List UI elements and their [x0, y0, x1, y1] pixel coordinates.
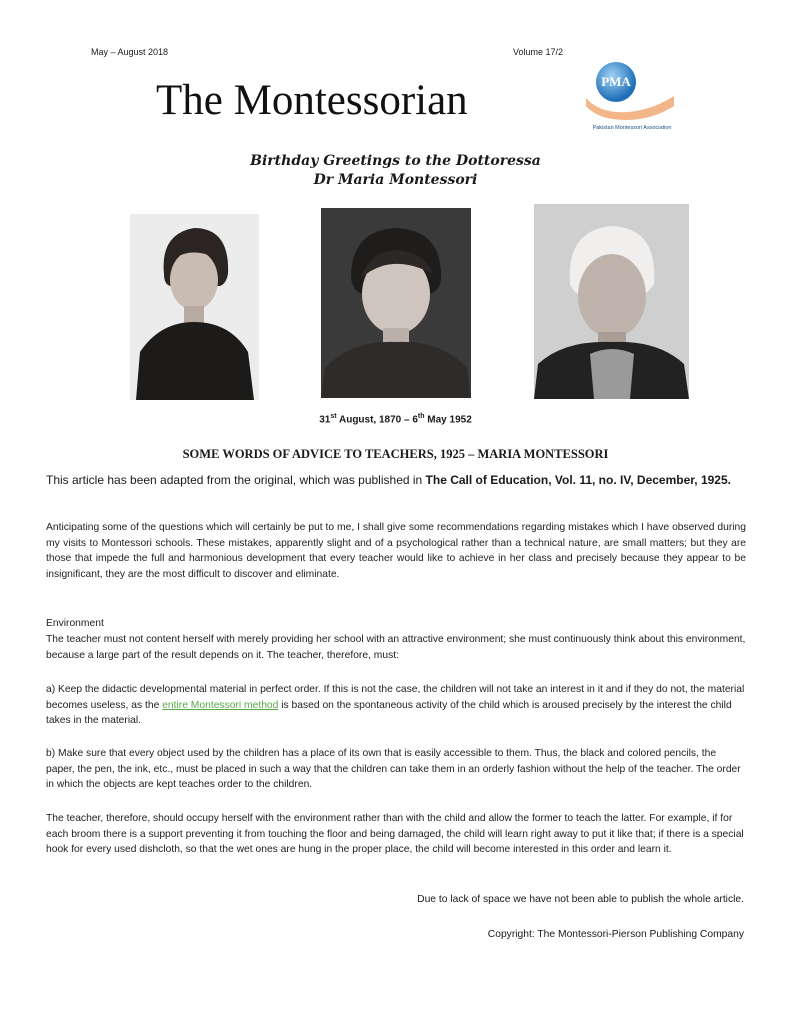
article-heading: SOME WORDS OF ADVICE TO TEACHERS, 1925 – MARIA MONTESSORI: [182, 447, 609, 461]
article-intro: This article has been adapted from the original, which was published in The Call of Education, Vol. 11, no. IV, December, 1925.: [46, 473, 731, 487]
masthead-title: The Montessorian: [156, 77, 468, 124]
logo-initials: PMA: [601, 74, 631, 89]
paragraph-1: Anticipating some of the questions which will certainly be put to me, I shall give some recommendations regarding mistakes which I have observed during my visits to Montessori schools. These mistakes, apparently slight and of a psychological rather than a technical nature, are small matters; but they are those that impede the full and harmonious development that every teacher would like to achieve in her class and precisely because they appear to be insignificant, they are the most difficult to discover and eliminate.: [46, 522, 746, 580]
volume-label: Volume 17/2: [513, 47, 564, 57]
space-note: Due to lack of space we have not been able to publish the whole article.: [417, 894, 744, 905]
birth-death-dates: 31st August, 1870 – 6th May 1952: [319, 413, 472, 426]
hand-shape: [586, 96, 674, 120]
logo-caption: Pakistan Montessori Association: [592, 125, 672, 131]
environment-title: Environment: [46, 618, 104, 629]
issue-date: May – August 2018: [91, 47, 169, 57]
point-b: b) Make sure that every object used by the children has a place of its own that is easily accessible to them. Thus, the black and colored pencils, the paper, the pen, the ink, etc., must be placed in such a way that the children can take them in an orderly fashion without the help of the teacher. The order in which the objects are kept teaches order to the children.: [46, 748, 741, 790]
pma-logo: [580, 48, 684, 132]
copyright-notice: Copyright: The Montessori-Pierson Publishing Company: [487, 929, 744, 940]
photo-young: [130, 214, 259, 400]
point-a: a) Keep the didactic developmental material in perfect order. If this is not the case, the children will not take an interest in it and if they do not, the material becomes useless, as the entire Montessori method is based on the spontaneous activity of the child which is aroused precisely by the interest the child takes in the material.: [46, 684, 745, 726]
montessori-method-link[interactable]: entire Montessori method: [162, 699, 279, 711]
environment-text: The teacher must not content herself with merely providing her school with an attractive environment; she must continuously think about this environment, because a large part of the result depends on it. The teacher, therefore, must:: [46, 634, 746, 661]
greeting-line-1: Birthday Greetings to the Dottoressa: [250, 153, 541, 169]
birthday-greeting: [0, 152, 791, 190]
photo-elderly: [534, 204, 689, 399]
greeting-line-2: Dr Maria Montessori: [313, 172, 478, 188]
paragraph-last: The teacher, therefore, should occupy herself with the environment rather than with the child and allow the former to teach the latter. For example, if for each broom there is a support preventing it from touching the floor and being damaged, the child will learn right away to put it like that; if there is a special hook for every used dishcloth, so that the wet ones are hung in the proper place, the child will become interested in this order and learn it.: [46, 813, 744, 855]
photo-middle: [321, 208, 471, 398]
